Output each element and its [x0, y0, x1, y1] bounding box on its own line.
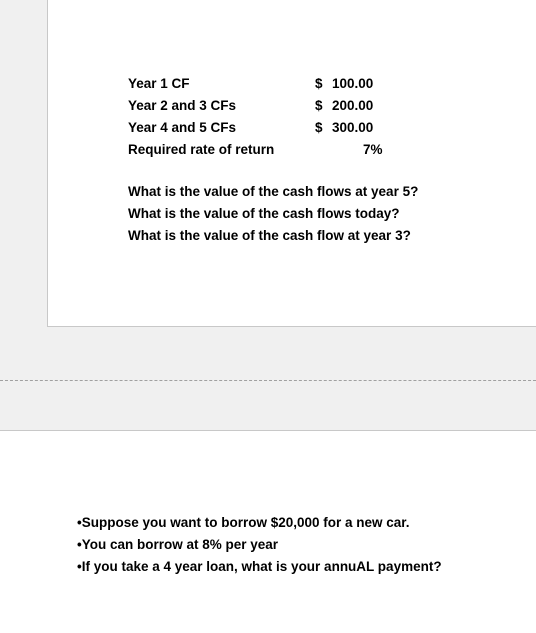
amount-year2-3: 200.00: [332, 98, 374, 113]
rate-value: 7%: [363, 142, 383, 157]
row-label-year1: Year 1 CF: [128, 76, 190, 91]
row-label-year2-3: Year 2 and 3 CFs: [128, 98, 237, 113]
question-year3: What is the value of the cash flow at year 3?: [128, 228, 411, 243]
question-today: What is the value of the cash flows today?: [128, 206, 400, 221]
bullet-payment-question: •If you take a 4 year loan, what is your annuAL payment?: [77, 559, 442, 574]
dollar-sign-year4-5: $: [315, 120, 323, 135]
page-break-divider: [0, 380, 536, 381]
dollar-sign-year1: $: [315, 76, 323, 91]
bullet-rate: •You can borrow at 8% per year: [77, 537, 279, 552]
dollar-sign-year2-3: $: [315, 98, 323, 113]
slide-cash-flows: [47, 0, 536, 327]
amount-year1: 100.00: [332, 76, 374, 91]
row-label-year4-5: Year 4 and 5 CFs: [128, 120, 237, 135]
slide-car-loan: [0, 430, 536, 633]
amount-year4-5: 300.00: [332, 120, 374, 135]
bullet-borrow: •Suppose you want to borrow $20,000 for a new car.: [77, 515, 410, 530]
question-year5: What is the value of the cash flows at year 5?: [128, 184, 419, 199]
row-label-rate: Required rate of return: [128, 142, 275, 157]
